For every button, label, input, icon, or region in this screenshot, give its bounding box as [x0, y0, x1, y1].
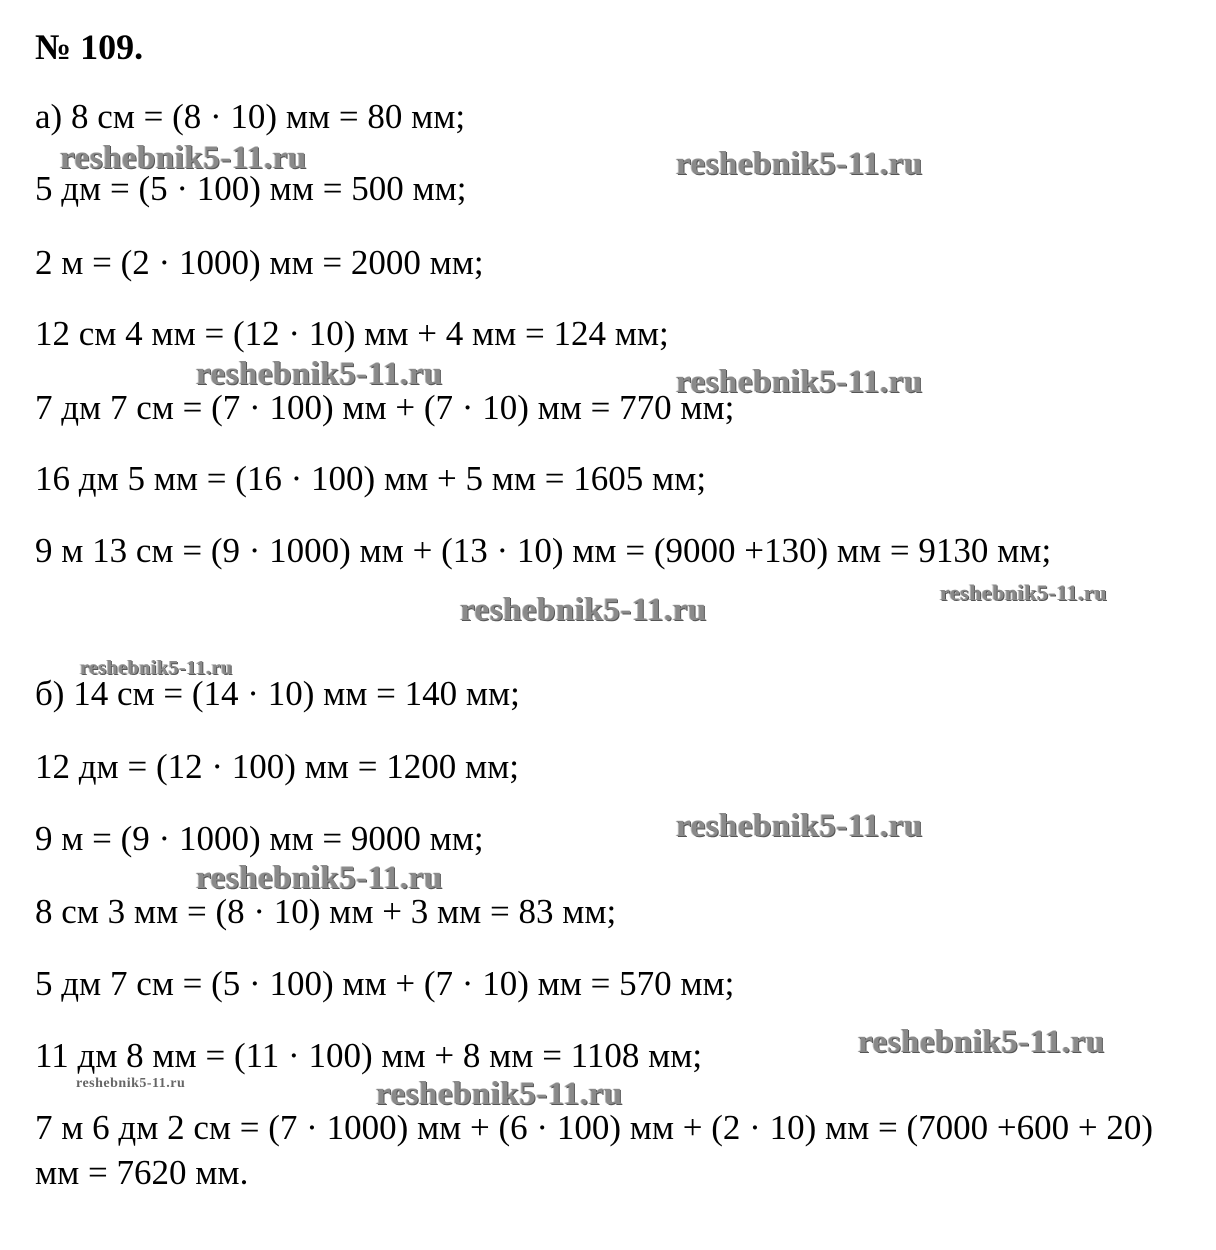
- solution-line-b5: 5 дм 7 см = (5 · 100) мм + (7 · 10) мм = 570 мм;: [35, 964, 735, 1003]
- solution-line-a3: 2 м = (2 · 1000) мм = 2000 мм;: [35, 243, 484, 282]
- solution-line-a4: 12 см 4 мм = (12 · 10) мм + 4 мм = 124 мм;: [35, 314, 669, 353]
- watermark: reshebnik5-11.ru: [196, 860, 443, 896]
- solution-line-b6: 11 дм 8 мм = (11 · 100) мм + 8 мм = 1108 мм;: [35, 1036, 703, 1075]
- solution-line-a1: а) 8 см = (8 · 10) мм = 80 мм;: [35, 97, 466, 136]
- watermark: reshebnik5-11.ru: [676, 364, 923, 400]
- problem-number: № 109.: [35, 27, 144, 67]
- watermark: reshebnik5-11.ru: [940, 580, 1108, 605]
- solution-line-b7: 7 м 6 дм 2 см = (7 · 1000) мм + (6 · 100) мм + (2 · 10) мм = (7000 +600 + 20): [35, 1108, 1154, 1147]
- solution-line-b8: мм = 7620 мм.: [35, 1153, 249, 1192]
- watermark: reshebnik5-11.ru: [676, 808, 923, 844]
- watermark: reshebnik5-11.ru: [676, 146, 923, 182]
- watermark: reshebnik5-11.ru: [80, 657, 233, 679]
- solution-line-a5: 7 дм 7 см = (7 · 100) мм + (7 · 10) мм = 770 мм;: [35, 388, 735, 427]
- watermark: reshebnik5-11.ru: [858, 1024, 1105, 1060]
- solution-line-a6: 16 дм 5 мм = (16 · 100) мм + 5 мм = 1605 мм;: [35, 459, 707, 498]
- watermark: reshebnik5-11.ru: [376, 1076, 623, 1112]
- solution-line-a7: 9 м 13 см = (9 · 1000) мм + (13 · 10) мм = (9000 +130) мм = 9130 мм;: [35, 531, 1052, 570]
- watermark: reshebnik5-11.ru: [196, 356, 443, 392]
- watermark: reshebnik5-11.ru: [460, 592, 707, 628]
- solution-line-b3: 9 м = (9 · 1000) мм = 9000 мм;: [35, 819, 484, 858]
- solution-line-b4: 8 см 3 мм = (8 · 10) мм + 3 мм = 83 мм;: [35, 892, 617, 931]
- solution-line-a2: 5 дм = (5 · 100) мм = 500 мм;: [35, 169, 467, 208]
- solution-line-b2: 12 дм = (12 · 100) мм = 1200 мм;: [35, 747, 519, 786]
- watermark: reshebnik5-11.ru: [76, 1076, 186, 1091]
- solution-line-b1: б) 14 см = (14 · 10) мм = 140 мм;: [35, 674, 520, 713]
- watermark: reshebnik5-11.ru: [60, 140, 307, 176]
